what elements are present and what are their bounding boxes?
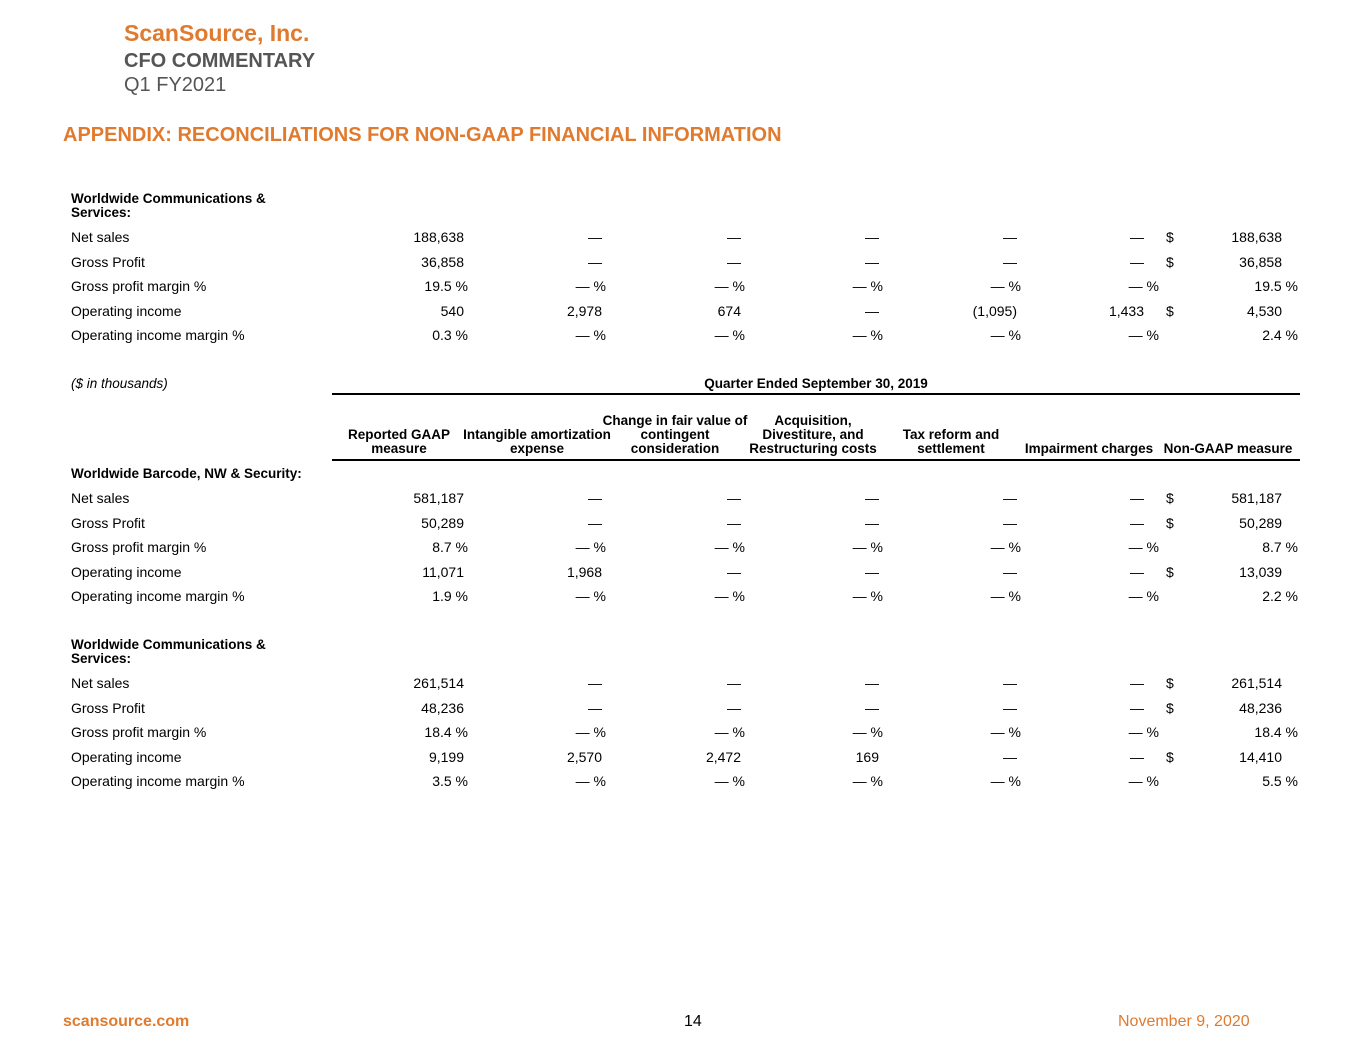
cell-value: — (1003, 748, 1017, 765)
cell-value: 169 (855, 748, 879, 765)
cell-value: — (1130, 490, 1144, 506)
cell-value: — (1003, 699, 1017, 716)
cell-value: — % (575, 327, 606, 344)
currency-symbol: $ (1166, 302, 1174, 319)
table-row (0, 696, 1365, 720)
cell-value: — % (990, 539, 1021, 556)
cell-value: — % (714, 773, 745, 790)
appendix-title: APPENDIX: RECONCILIATIONS FOR NON-GAAP FINANCIAL INFORMATION (63, 124, 782, 146)
row-label: Net sales (71, 490, 130, 506)
table-row (0, 745, 1365, 769)
cell-value: — (727, 229, 741, 245)
page-number: 14 (684, 1013, 702, 1030)
cell-value: — (727, 253, 741, 270)
cell-value: — (588, 514, 602, 531)
row-label: Gross Profit (71, 253, 145, 270)
cell-value: — % (575, 773, 606, 790)
row-label: Operating income (71, 302, 182, 319)
row-label: Operating income (71, 748, 182, 765)
cell-value: — % (714, 539, 745, 556)
cell-value: — % (990, 773, 1021, 790)
currency-symbol: $ (1166, 253, 1174, 270)
currency-symbol: $ (1166, 748, 1174, 765)
row-label: Operating income margin % (71, 588, 245, 605)
cell-value: 674 (717, 302, 741, 319)
cell-value: — (1130, 748, 1144, 765)
cell-value: 540 (440, 302, 464, 319)
table-row (0, 274, 1365, 298)
non-gaap-value: 50,289 (1239, 514, 1282, 531)
cell-value: 48,236 (421, 699, 464, 716)
cell-value: — % (575, 278, 606, 295)
cell-value: — (865, 514, 879, 531)
cell-value: 261,514 (413, 675, 464, 691)
cell-value: — (865, 490, 879, 506)
cell-value: — % (852, 588, 883, 605)
cell-value: — % (575, 539, 606, 556)
cell-value: — (865, 253, 879, 270)
cell-value: — (727, 675, 741, 691)
table-row (0, 560, 1365, 584)
cell-value: 19.5 % (424, 278, 468, 295)
cell-value: — (1003, 229, 1017, 245)
column-header: Acquisition, Divestiture, and Restructuring costs (749, 413, 877, 456)
cell-value: — (1130, 563, 1144, 580)
non-gaap-value: 4,530 (1246, 302, 1282, 319)
cell-value: — % (852, 327, 883, 344)
cell-value: — (727, 699, 741, 716)
table-row (0, 323, 1365, 347)
non-gaap-value: 48,236 (1239, 699, 1282, 716)
row-label: Gross profit margin % (71, 278, 207, 295)
company-name: ScanSource, Inc. (124, 20, 310, 46)
row-label: Gross profit margin % (71, 724, 207, 741)
cell-value: — % (1128, 773, 1159, 790)
cell-value: — (1130, 229, 1144, 245)
table-row (0, 535, 1365, 559)
cell-value: — % (714, 278, 745, 295)
cell-value: — (1130, 514, 1144, 531)
cell-value: — (865, 302, 879, 319)
column-header: Intangible amortization expense (463, 427, 611, 456)
cell-value: — (1003, 490, 1017, 506)
currency-symbol: $ (1166, 490, 1174, 506)
cell-value: — % (990, 327, 1021, 344)
cell-value: 2,472 (705, 748, 741, 765)
cell-value: — % (714, 588, 745, 605)
non-gaap-value: 13,039 (1239, 563, 1282, 580)
cell-value: — % (1128, 588, 1159, 605)
cell-value: — (865, 563, 879, 580)
cell-value: — (588, 675, 602, 691)
column-header: Non-GAAP measure (1163, 441, 1293, 456)
cell-value: 36,858 (421, 253, 464, 270)
table-row (0, 299, 1365, 323)
cell-value: — (1003, 514, 1017, 531)
cell-value: — (588, 490, 602, 506)
non-gaap-value: 581,187 (1231, 490, 1282, 506)
table-row (0, 511, 1365, 535)
cell-value: — (865, 229, 879, 245)
cell-value: 8.7 % (432, 539, 468, 556)
fiscal-period: Q1 FY2021 (124, 74, 227, 96)
cell-value: — (1130, 675, 1144, 691)
cell-value: — (1003, 563, 1017, 580)
non-gaap-value: 18.4 % (1254, 724, 1298, 741)
cell-value: — (727, 563, 741, 580)
cell-value: — % (575, 724, 606, 741)
row-label: Gross Profit (71, 514, 145, 531)
cell-value: — % (990, 588, 1021, 605)
section-title: Worldwide Barcode, NW & Security: (71, 466, 302, 481)
cell-value: 0.3 % (432, 327, 468, 344)
section-title: Worldwide Communications & Services: (71, 637, 266, 666)
currency-symbol: $ (1166, 699, 1174, 716)
section-title: Worldwide Communications & Services: (71, 191, 266, 220)
cell-value: — % (852, 724, 883, 741)
cell-value: — % (1128, 278, 1159, 295)
cell-value: — % (1128, 724, 1159, 741)
cell-value: 2,570 (566, 748, 602, 765)
cell-value: — % (714, 327, 745, 344)
non-gaap-value: 188,638 (1231, 229, 1282, 245)
cell-value: — (1003, 675, 1017, 691)
cell-value: — (727, 490, 741, 506)
non-gaap-value: 5.5 % (1262, 773, 1298, 790)
table-row (0, 720, 1365, 744)
units-note: ($ in thousands) (71, 376, 168, 391)
cell-value: — % (1128, 327, 1159, 344)
cell-value: — (865, 675, 879, 691)
cell-value: (1,095) (972, 302, 1017, 319)
cell-value: — % (575, 588, 606, 605)
cell-value: 1.9 % (432, 588, 468, 605)
non-gaap-value: 2.4 % (1262, 327, 1298, 344)
cell-value: — % (1128, 539, 1159, 556)
cell-value: — (1130, 253, 1144, 270)
column-header: Tax reform and settlement (902, 427, 1000, 456)
row-label: Gross profit margin % (71, 539, 207, 556)
row-label: Net sales (71, 229, 130, 245)
non-gaap-value: 8.7 % (1262, 539, 1298, 556)
cell-value: 188,638 (413, 229, 464, 245)
non-gaap-value: 261,514 (1231, 675, 1282, 691)
cell-value: — % (990, 724, 1021, 741)
non-gaap-value: 19.5 % (1254, 278, 1298, 295)
table-row (0, 769, 1365, 793)
non-gaap-value: 2.2 % (1262, 588, 1298, 605)
cell-value: — (727, 514, 741, 531)
cell-value: — % (852, 278, 883, 295)
footer-website[interactable]: scansource.com (63, 1013, 190, 1030)
cell-value: — (588, 253, 602, 270)
cell-value: — (865, 699, 879, 716)
cell-value: 1,968 (566, 563, 602, 580)
cell-value: 9,199 (428, 748, 464, 765)
cell-value: — (1003, 253, 1017, 270)
cell-value: — (588, 229, 602, 245)
cell-value: 581,187 (413, 490, 464, 506)
non-gaap-value: 36,858 (1239, 253, 1282, 270)
header-rule-top (332, 393, 1300, 395)
column-header: Change in fair value of contingent consideration (602, 413, 748, 456)
row-label: Operating income margin % (71, 773, 245, 790)
row-label: Gross Profit (71, 699, 145, 716)
footer-date: November 9, 2020 (1118, 1013, 1250, 1030)
period-header: Quarter Ended September 30, 2019 (704, 376, 928, 391)
table-row (0, 671, 1365, 695)
row-label: Operating income margin % (71, 327, 245, 344)
currency-symbol: $ (1166, 229, 1174, 245)
cell-value: 2,978 (566, 302, 602, 319)
column-header: Impairment charges (1024, 441, 1154, 456)
document-type: CFO COMMENTARY (124, 50, 316, 72)
cell-value: 50,289 (421, 514, 464, 531)
cell-value: — (588, 699, 602, 716)
cell-value: 18.4 % (424, 724, 468, 741)
cell-value: — % (852, 773, 883, 790)
cell-value: — % (852, 539, 883, 556)
cell-value: — (1130, 699, 1144, 716)
non-gaap-value: 14,410 (1239, 748, 1282, 765)
table-row (0, 486, 1365, 510)
cell-value: 3.5 % (432, 773, 468, 790)
currency-symbol: $ (1166, 675, 1174, 691)
table-row (0, 225, 1365, 249)
row-label: Net sales (71, 675, 130, 691)
currency-symbol: $ (1166, 563, 1174, 580)
row-label: Operating income (71, 563, 182, 580)
cell-value: — % (714, 724, 745, 741)
cell-value: 11,071 (422, 563, 464, 580)
table-row (0, 250, 1365, 274)
currency-symbol: $ (1166, 514, 1174, 531)
cell-value: 1,433 (1108, 302, 1144, 319)
header-rule-bottom (332, 459, 1300, 461)
table-row (0, 584, 1365, 608)
cell-value: — % (990, 278, 1021, 295)
column-header: Reported GAAP measure (347, 427, 450, 456)
